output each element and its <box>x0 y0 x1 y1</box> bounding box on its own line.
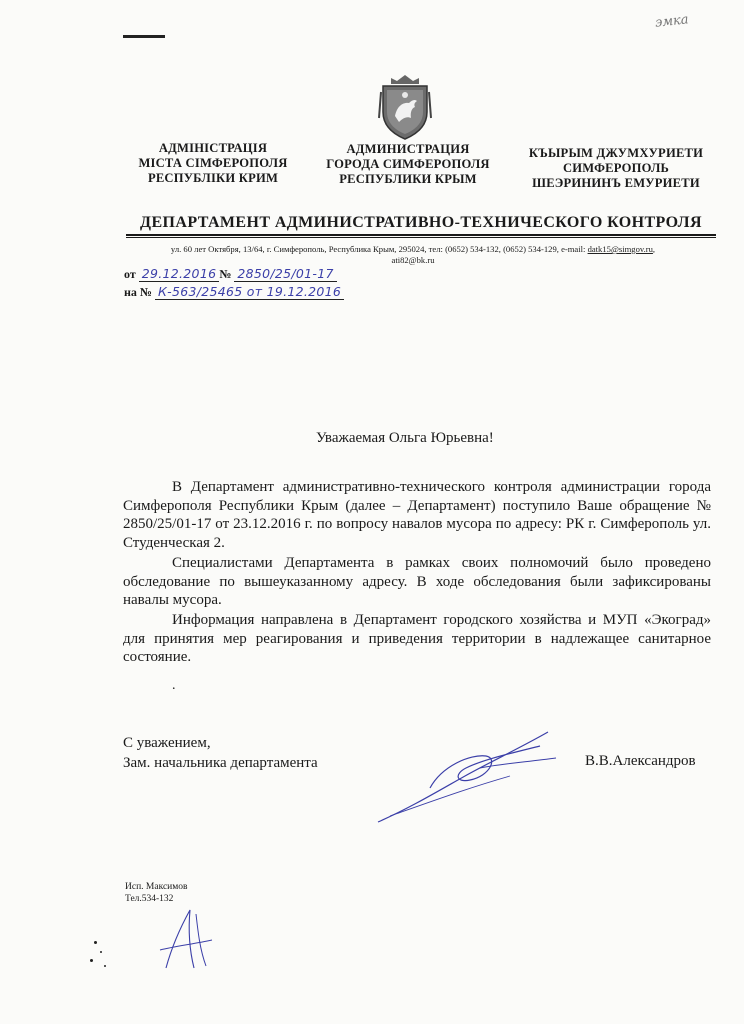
closing-regards: С уважением, <box>123 735 211 751</box>
executor-phone: Тел.534-132 <box>125 894 174 904</box>
speck <box>100 951 102 953</box>
header-rule <box>126 234 716 236</box>
speck <box>90 959 93 962</box>
speck <box>94 941 97 944</box>
margin-note: эмка <box>654 12 690 31</box>
header-crimean-tatar-line: ШЕЭРИНИНЪ ЕМУРИЕТИ <box>532 176 700 190</box>
executor-name: Исп. Максимов <box>125 882 188 892</box>
header-russian-line: РЕСПУБЛИКИ КРЫМ <box>339 172 477 186</box>
paper-specks <box>80 935 130 975</box>
address-separator: , <box>652 244 656 254</box>
outgoing-reference <box>124 266 337 282</box>
header-russian <box>316 142 500 187</box>
top-margin-mark <box>123 35 165 38</box>
number-sign: № <box>219 267 232 281</box>
letter-body <box>123 478 711 668</box>
header-ukrainian-line: АДМІНІСТРАЦІЯ <box>158 141 268 155</box>
initials-mark <box>150 902 230 974</box>
header-russian-line: ГОРОДА СИМФЕРОПОЛЯ <box>326 157 490 171</box>
header-crimean-tatar-line: КЪЫРЫМ ДЖУМХУРИЕТИ <box>528 146 704 160</box>
header-russian-line: АДМИНИСТРАЦИЯ <box>346 142 470 156</box>
header-ukrainian-line: МІСТА СІМФЕРОПОЛЯ <box>138 156 288 170</box>
header-ukrainian-line: РЕСПУБЛІКИ КРИМ <box>147 171 279 185</box>
stray-dot: . <box>172 678 176 693</box>
incoming-reference <box>124 284 344 300</box>
signer-name: В.В.Александров <box>585 753 696 769</box>
header-ukrainian <box>128 141 298 186</box>
email-secondary: ati82@bk.ru <box>391 255 435 265</box>
department-title: ДЕПАРТАМЕНТ АДМИНИСТРАТИВНО-ТЕХНИЧЕСКОГО КОНТРОЛЯ <box>140 214 702 231</box>
incoming-number: К-563/25465 от 19.12.2016 <box>155 284 344 300</box>
body-paragraph: Специалистами Департамента в рамках своих полномочий было проведено обследование по вышеуказанному адресу. В ходе обследования были зафиксированы навалы мусора. <box>123 554 711 609</box>
to-label: на № <box>124 285 152 299</box>
body-paragraph: Информация направлена в Департамент городского хозяйства и МУП «Экоград» для принятия мер реагирования и приведения территории в надлежащее санитарное состояние. <box>123 611 711 666</box>
address-text: ул. 60 лет Октября, 13/64, г. Симферополь, Республика Крым, 295024, тел: (0652) 534-132, (0652) 534-129, e-mail: <box>170 244 588 254</box>
body-paragraph: В Департамент административно-технического контроля администрации города Симферополя Республики Крым (далее – Департамент) поступило Ваше обращение № 2850/25/01-17 от 23.12.2016 г. по вопросу навалов мусора по адресу: РК г. Симферополь ул. Студенческая 2. <box>123 479 711 552</box>
from-label: от <box>124 267 136 281</box>
outgoing-number: 2850/25/01-17 <box>234 266 336 282</box>
closing-block <box>123 733 318 773</box>
speck <box>104 965 106 967</box>
email-link[interactable]: datk15@simgov.ru <box>587 244 653 254</box>
coat-of-arms-icon <box>377 72 433 140</box>
header-crimean-tatar-line: СИМФЕРОПОЛЬ <box>562 161 670 175</box>
address-block <box>128 244 698 266</box>
header-rule-thin <box>126 237 716 238</box>
greeting: Уважаемая Ольга Юрьевна! <box>316 430 494 446</box>
header-crimean-tatar <box>518 146 714 191</box>
outgoing-date: 29.12.2016 <box>139 266 220 282</box>
signature-image <box>370 718 570 828</box>
signer-title: Зам. начальника департамента <box>123 755 318 771</box>
